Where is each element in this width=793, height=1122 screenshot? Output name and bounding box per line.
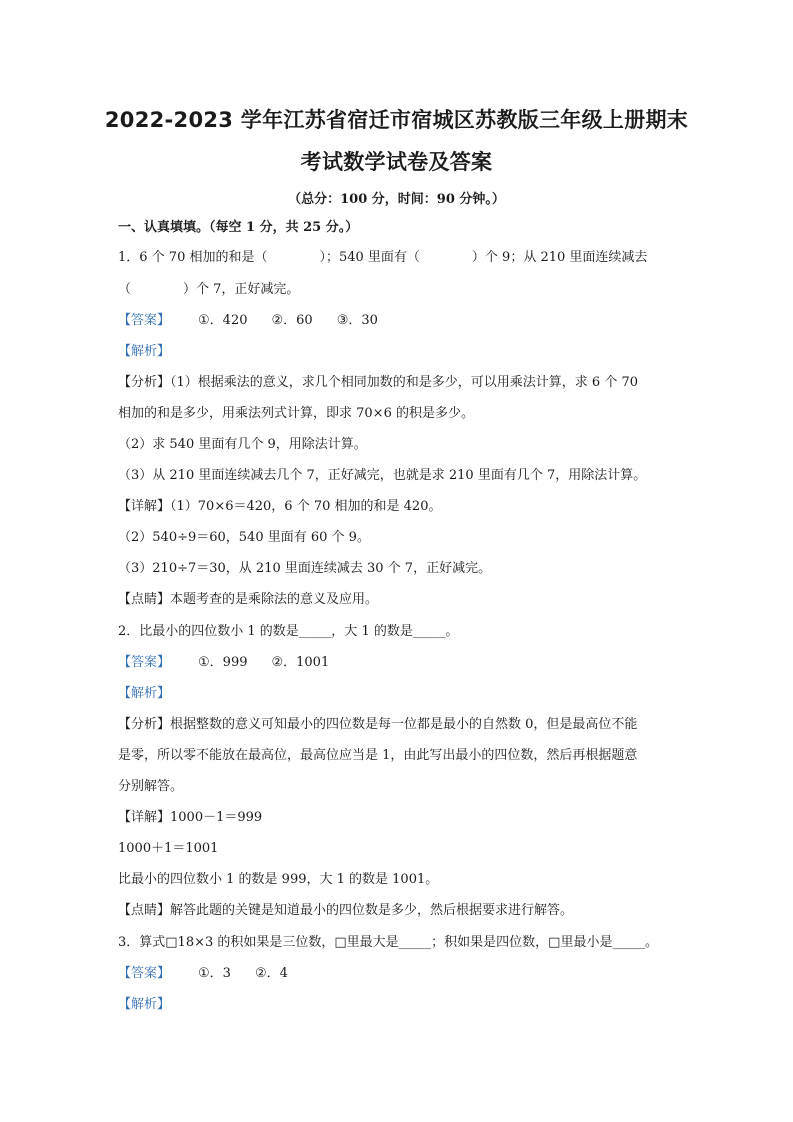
xiangjie-tag: 【详解】 [118,810,171,825]
xiangjie-tag: 【详解】 [118,499,171,514]
q1-fenxi-line-2: 相加的和是多少，用乘法列式计算，即求 70×6 的积是多少。 [118,406,474,421]
title-line-1: 2022-2023 学年江苏省宿迁市宿城区苏教版三年级上册期末 [104,108,689,132]
q2-fenxi-text: 根据整数的意义可知最小的四位数是每一位都是最小的自然数 0，但是最高位不能 [170,717,638,732]
q1-fenxi-text: （1）根据乘法的意义，求几个相同加数的和是多少，可以用乘法计算，求 6 个 70 [170,375,638,390]
fenxi-tag: 【分析】 [118,717,171,732]
title-line-2: 考试数学试卷及答案 [300,150,493,174]
q3-answer-2: ②．4 [254,966,288,981]
q2-answer-2: ②．1001 [271,655,330,670]
answer-tag: 【答案】 [118,655,171,670]
q1-answer-2: ②．60 [271,313,313,328]
dianjing-tag: 【点睛】 [118,903,171,918]
q1-answer-1: ①．420 [198,313,248,328]
q2-fenxi-line-1 [118,716,637,734]
dianjing-tag: 【点睛】 [118,592,171,607]
q1-xiangjie-line-1 [118,498,441,516]
q3-answer-1: ①．3 [198,966,231,981]
subtitle: （总分：100 分，时间：90 分钟。） [288,192,505,207]
q1-answer-3: ③．30 [336,313,378,328]
q2-xiangjie-line-1 [118,809,262,827]
q1-stem-line-1: 1．6 个 70 相加的和是（ ）；540 里面有（ ）个 9；从 210 里面连续减去 [118,250,648,265]
q2-dianjing-text: 解答此题的关键是知道最小的四位数是多少，然后根据要求进行解答。 [170,903,574,918]
answer-tag: 【答案】 [118,966,171,981]
q2-answer-row [118,654,353,672]
q2-analysis-tag: 【解析】 [118,686,171,701]
q1-fenxi-line-4: （3）从 210 里面连续减去几个 7，正好减完，也就是求 210 里面有几个 7，用除法计算。 [118,468,647,483]
q3-answer-row [118,965,312,983]
q1-answer-row [118,312,402,330]
q1-xiangjie-line-2: （2）540÷9＝60，540 里面有 60 个 9。 [118,530,370,545]
q2-fenxi-line-2: 是零，所以零不能放在最高位，最高位应当是 1，由此写出最小的四位数，然后再根据题意 [118,748,638,763]
q2-xiangjie-line-3: 比最小的四位数小 1 的数是 999，大 1 的数是 1001。 [118,872,439,887]
q3-analysis-tag: 【解析】 [118,997,171,1012]
answer-tag: 【答案】 [118,313,171,328]
fenxi-tag: 【分析】 [118,375,171,390]
q1-fenxi-line-1 [118,374,638,392]
q2-xiangjie-line-2: 1000＋1＝1001 [118,841,219,856]
q2-answer-1: ①．999 [198,655,248,670]
q2-stem: 2．比最小的四位数小 1 的数是_____，大 1 的数是_____。 [118,624,459,639]
q1-fenxi-line-3: （2）求 540 里面有几个 9，用除法计算。 [118,437,367,452]
q2-xiangjie-text: 1000－1＝999 [170,810,263,825]
q1-dianjing-text: 本题考查的是乘除法的意义及应用。 [170,592,379,607]
q2-dianjing [118,902,573,920]
q1-xiangjie-text: （1）70×6＝420，6 个 70 相加的和是 420。 [170,499,442,514]
q1-dianjing [118,591,378,609]
q1-stem-line-2: （ ）个 7，正好减完。 [118,282,300,297]
q2-fenxi-line-3: 分别解答。 [118,779,184,794]
section-heading: 一、认真填填。（每空 1 分，共 25 分。） [118,220,359,235]
q3-stem: 3．算式□18×3 的积如果是三位数，□里最大是_____；积如果是四位数，□里最小是_____。 [118,935,658,950]
q1-xiangjie-line-3: （3）210÷7＝30，从 210 里面连续减去 30 个 7，正好减完。 [118,561,492,576]
q1-analysis-tag: 【解析】 [118,344,171,359]
